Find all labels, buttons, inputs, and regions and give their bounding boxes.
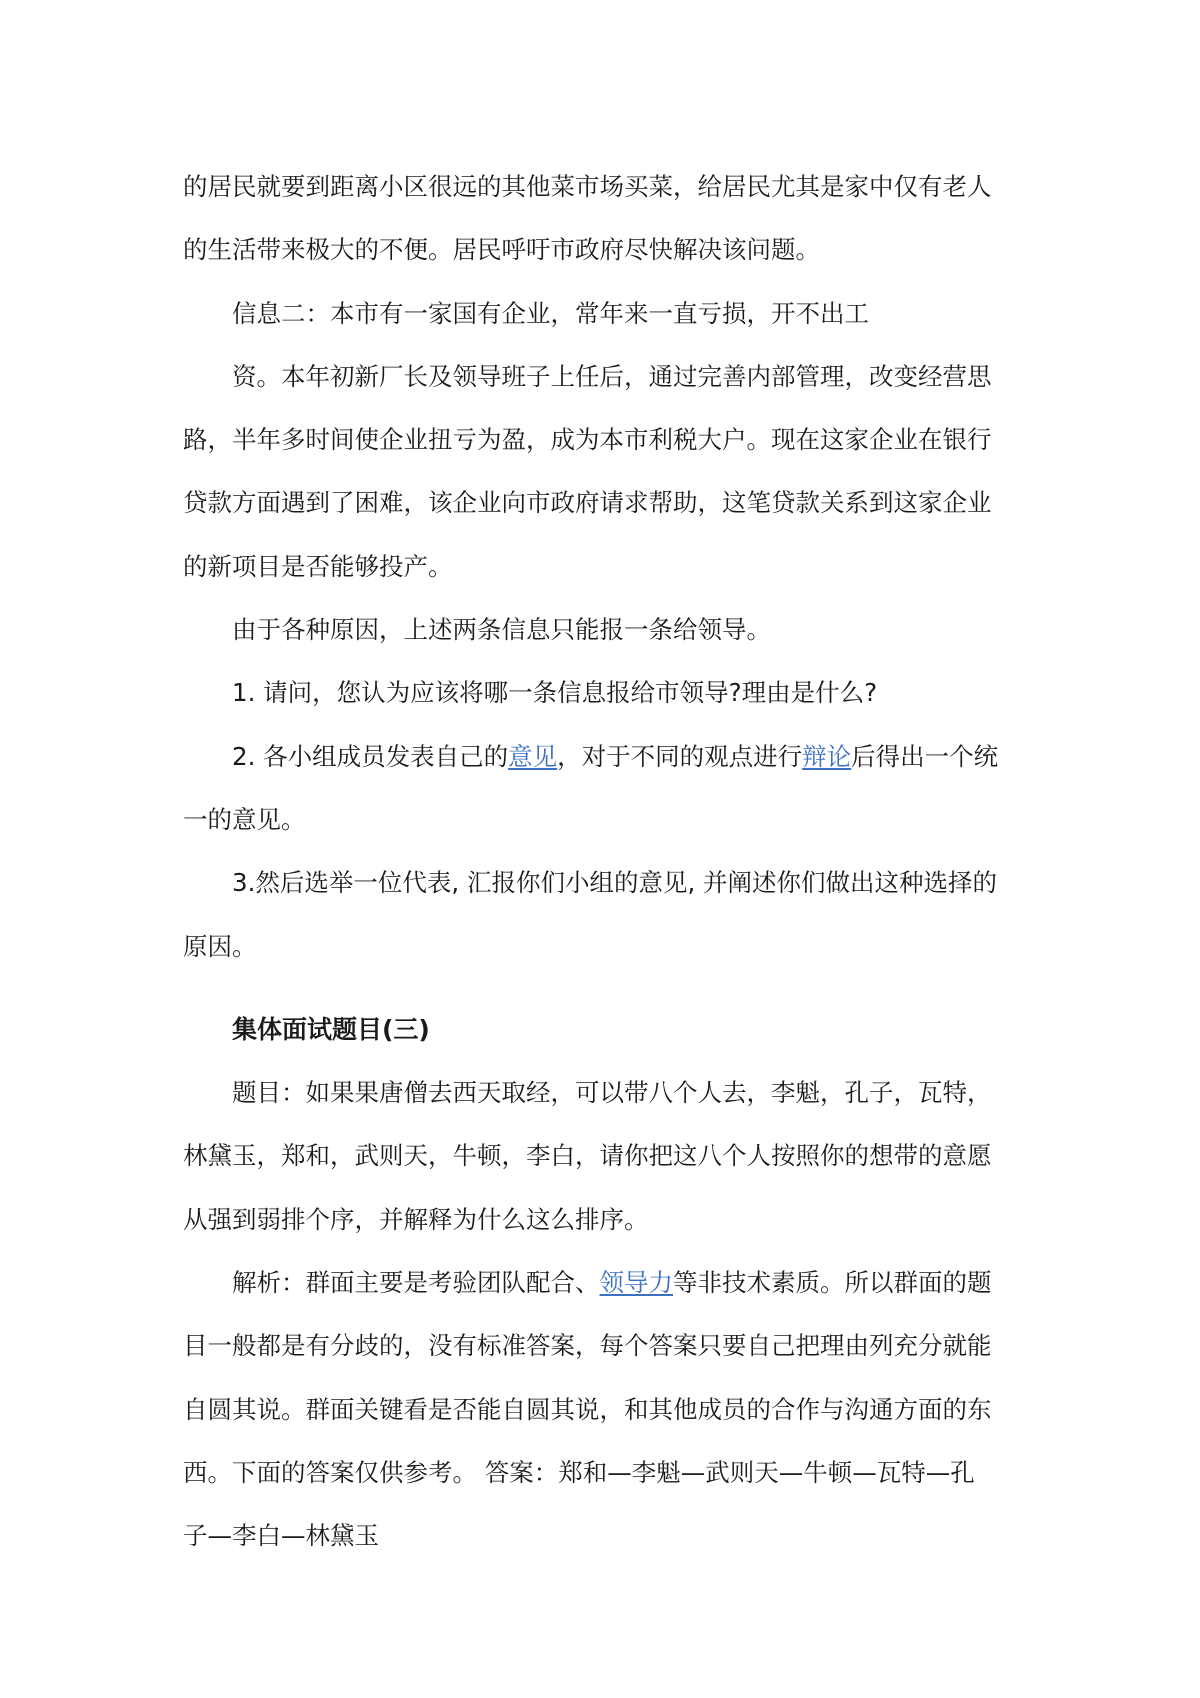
paragraph-line: 由于各种原因，上述两条信息只能报一条给领导。: [232, 615, 771, 645]
link-debate[interactable]: 辩论: [802, 741, 852, 771]
answer-line: 西。下面的答案仅供参考。 答案：郑和—李魁—武则天—牛顿—瓦特—孔: [183, 1457, 975, 1487]
list-item-2-text-b: ，对于不同的观点进行: [557, 741, 803, 771]
answer-line: 子—李白—林黛玉: [183, 1521, 379, 1551]
paragraph-line: 的新项目是否能够投产。: [183, 551, 453, 581]
paragraph-line: 的生活带来极大的不便。居民呼吁市政府尽快解决该问题。: [183, 235, 820, 265]
analysis-line: [183, 1251, 1003, 1314]
section-gap: [183, 978, 1003, 990]
list-item-2-text-a: 2. 各小组成员发表自己的: [232, 741, 509, 771]
list-item-2-text-c: 后得出一个统: [851, 741, 999, 771]
analysis-text-a: 解析：群面主要是考验团队配合、: [232, 1268, 600, 1298]
paragraph-line: 贷款方面遇到了困难，该企业向市政府请求帮助，这笔贷款关系到这家企业: [183, 488, 992, 518]
list-item-3: 3.然后选举一位代表, 汇报你们小组的意见, 并阐述你们做出这种选择的: [232, 868, 998, 898]
paragraph-line: 一的意见。: [183, 804, 306, 834]
analysis-line: 自圆其说。群面关键看是否能自圆其说，和其他成员的合作与沟通方面的东: [183, 1394, 992, 1424]
question-line: 从强到弱排个序，并解释为什么这么排序。: [183, 1204, 649, 1234]
paragraph-line: 的居民就要到距离小区很远的其他菜市场买菜，给居民尤其是家中仅有老人: [183, 172, 992, 201]
document-body: [183, 155, 1003, 1568]
paragraph-line: 信息二：本市有一家国有企业，常年来一直亏损，开不出工: [232, 298, 869, 328]
link-leadership[interactable]: 领导力: [599, 1268, 673, 1298]
analysis-text-b: 等非技术素质。所以群面的题: [673, 1268, 992, 1298]
paragraph-line: 路，半年多时间使企业扭亏为盈，成为本市利税大户。现在这家企业在银行: [183, 425, 992, 455]
question-line: 题目：如果果唐僧去西天取经，可以带八个人去，李魁，孔子，瓦特，: [232, 1078, 992, 1108]
paragraph-line: 原因。: [183, 931, 257, 961]
list-item-1: 1. 请问，您认为应该将哪一条信息报给市领导?理由是什么?: [232, 678, 878, 708]
question-line: 林黛玉，郑和，武则天，牛顿，李白，请你把这八个人按照你的想带的意愿: [183, 1141, 992, 1171]
list-item-2: [183, 725, 1003, 788]
paragraph-line: 资。本年初新厂长及领导班子上任后，通过完善内部管理，改变经营思: [232, 361, 992, 391]
section-heading: 集体面试题目(三): [232, 1014, 430, 1044]
link-opinion[interactable]: 意见: [508, 741, 558, 771]
analysis-line: 目一般都是有分歧的，没有标准答案，每个答案只要自己把理由列充分就能: [183, 1331, 992, 1361]
